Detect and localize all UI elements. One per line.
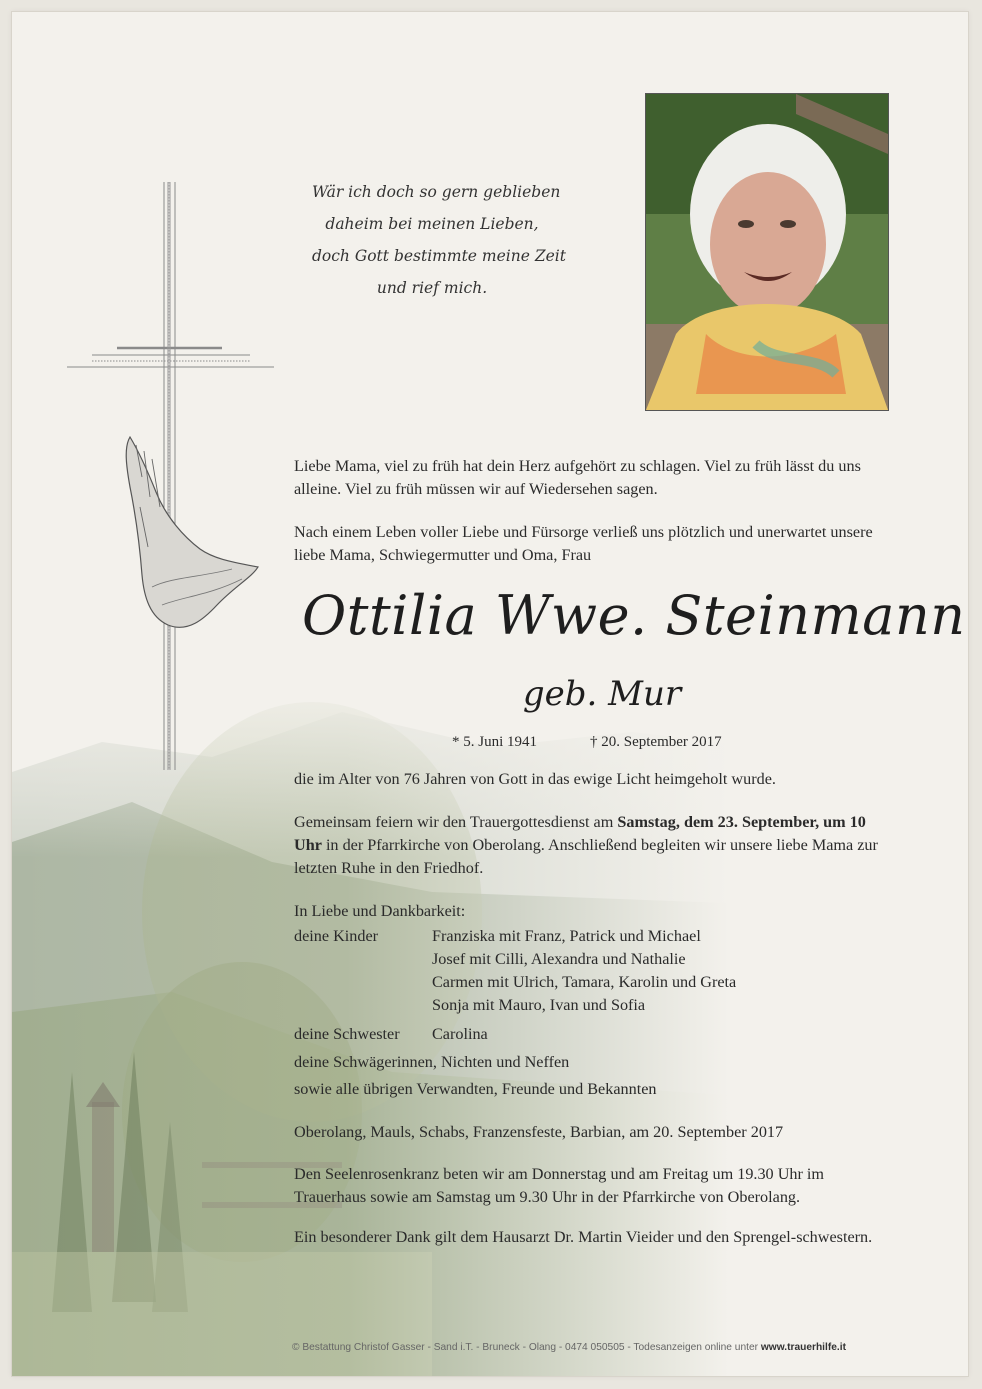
- child-entry: Josef mit Cilli, Alexandra und Nathalie: [432, 950, 686, 968]
- child-entry: Franziska mit Franz, Patrick und Michael: [432, 927, 701, 945]
- intro-paragraph-1: Liebe Mama, viel zu früh hat dein Herz aufgehört zu schlagen. Viel zu früh lässt du uns alleine. Viel zu früh müssen wir auf Wiedersehen sagen.: [294, 457, 861, 498]
- service-text-pre: Gemeinsam feiern wir den Trauergottesdienst am: [294, 813, 618, 831]
- children-label: deine Kinder: [294, 927, 379, 945]
- age-line: die im Alter von 76 Jahren von Gott in das ewige Licht heimgeholt wurde.: [294, 770, 776, 788]
- child-entry: Sonja mit Mauro, Ivan und Sofia: [432, 996, 646, 1014]
- service-paragraph: [294, 811, 894, 880]
- sister-name: Carolina: [432, 1025, 488, 1043]
- service-date: Samstag, dem 23. September,: [617, 813, 820, 831]
- footer-credits: [292, 1342, 892, 1353]
- quote-line: daheim bei meinen Lieben,: [325, 215, 539, 233]
- child-entry: Carmen mit Ulrich, Tamara, Karolin und Greta: [432, 973, 737, 991]
- others-line: sowie alle übrigen Verwandten, Freunde und Bekannten: [294, 1080, 657, 1098]
- death-date: † 20. September 2017: [590, 734, 722, 750]
- in-laws-line: deine Schwägerinnen, Nichten und Neffen: [294, 1053, 570, 1071]
- obituary-page: [12, 12, 968, 1376]
- quote-line: doch Gott bestimmte meine Zeit: [312, 247, 566, 265]
- rosary-paragraph: Den Seelenrosenkranz beten wir am Donnerstag und am Freitag um 19.30 Uhr im Trauerhaus sowie am Samstag um 9.30 Uhr in der Pfarrkirche von Oberolang.: [294, 1165, 824, 1206]
- footer-text: © Bestattung Christof Gasser - Sand i.T. - Bruneck - Olang - 0474 050505 - Todesanzeigen online unter: [292, 1342, 761, 1353]
- quote-line: Wär ich doch so gern geblieben: [312, 183, 561, 201]
- quote-line: und rief mich.: [376, 279, 488, 297]
- place-and-date: Oberolang, Mauls, Schabs, Franzensfeste, Barbian, am 20. September 2017: [294, 1123, 784, 1141]
- footer-website-link[interactable]: www.trauerhilfe.it: [760, 1342, 846, 1353]
- service-time: um 10 Uhr: [294, 813, 866, 854]
- sister-label: deine Schwester: [294, 1025, 400, 1043]
- praying-hands-icon: [126, 437, 258, 627]
- mourners-heading: In Liebe und Dankbarkeit:: [294, 902, 466, 920]
- thanks-paragraph: Ein besonderer Dank gilt dem Hausarzt Dr. Martin Vieider und den Sprengel-schwestern.: [294, 1228, 873, 1246]
- service-text-post: in der Pfarrkirche von Oberolang. Anschließend begleiten wir unsere liebe Mama zur letzten Ruhe in den Friedhof.: [294, 836, 878, 877]
- memorial-quote: [312, 176, 566, 304]
- birth-name: geb. Mur: [522, 674, 682, 714]
- birth-date: * 5. Juni 1941: [452, 734, 538, 750]
- deceased-name: Ottilia Wwe. Steinmann: [302, 584, 966, 647]
- portrait-photo: [645, 93, 889, 411]
- cross-with-praying-hands-icon: [12, 12, 312, 812]
- intro-paragraph-2: Nach einem Leben voller Liebe und Fürsorge verließ uns plötzlich und unerwartet unsere liebe Mama, Schwiegermutter und Oma, Frau: [294, 523, 873, 564]
